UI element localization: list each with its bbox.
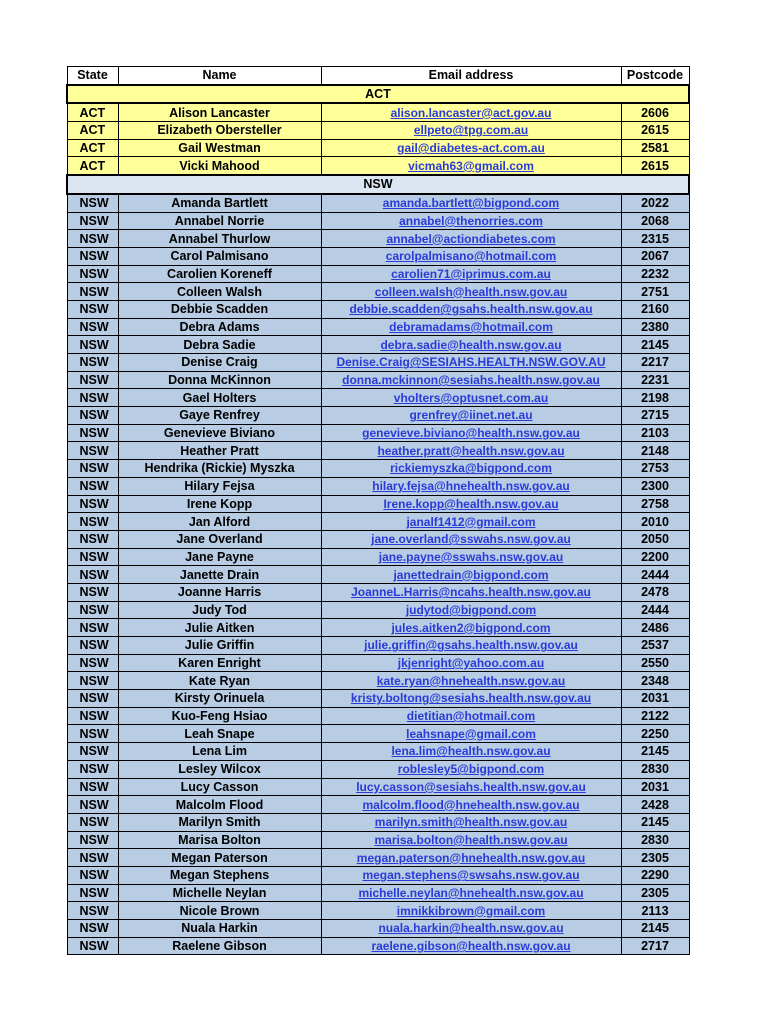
postcode-cell: 2217: [621, 354, 689, 372]
email-link[interactable]: jane.overland@sswahs.nsw.gov.au: [321, 530, 621, 548]
state-cell: NSW: [67, 796, 118, 814]
name-cell: Alison Lancaster: [118, 103, 321, 121]
name-cell: Heather Pratt: [118, 442, 321, 460]
email-link[interactable]: debra.sadie@health.nsw.gov.au: [321, 336, 621, 354]
column-header-email: Email address: [321, 67, 621, 85]
state-cell: NSW: [67, 389, 118, 407]
state-cell: NSW: [67, 318, 118, 336]
postcode-cell: 2751: [621, 283, 689, 301]
email-link[interactable]: janettedrain@bigpond.com: [321, 566, 621, 584]
name-cell: Debbie Scadden: [118, 300, 321, 318]
state-cell: NSW: [67, 230, 118, 248]
table-row: [67, 336, 689, 354]
postcode-cell: 2315: [621, 230, 689, 248]
email-link[interactable]: alison.lancaster@act.gov.au: [321, 103, 621, 121]
table-row: [67, 460, 689, 478]
postcode-cell: 2715: [621, 407, 689, 425]
table-row: [67, 265, 689, 283]
name-cell: Nicole Brown: [118, 902, 321, 920]
email-link[interactable]: judytod@bigpond.com: [321, 601, 621, 619]
name-cell: Amanda Bartlett: [118, 194, 321, 212]
table-row: [67, 424, 689, 442]
postcode-cell: 2122: [621, 707, 689, 725]
table-row: [67, 707, 689, 725]
email-link[interactable]: heather.pratt@health.nsw.gov.au: [321, 442, 621, 460]
table-row: [67, 760, 689, 778]
group-header-nsw: [67, 175, 689, 194]
table-row: [67, 937, 689, 955]
table-row: [67, 902, 689, 920]
postcode-cell: 2444: [621, 566, 689, 584]
postcode-cell: 2478: [621, 583, 689, 601]
email-link[interactable]: julie.griffin@gsahs.health.nsw.gov.au: [321, 637, 621, 655]
name-cell: Hilary Fejsa: [118, 477, 321, 495]
postcode-cell: 2200: [621, 548, 689, 566]
name-cell: Donna McKinnon: [118, 371, 321, 389]
name-cell: Annabel Norrie: [118, 212, 321, 230]
postcode-cell: 2198: [621, 389, 689, 407]
state-cell: ACT: [67, 103, 118, 121]
state-cell: NSW: [67, 902, 118, 920]
postcode-cell: 2067: [621, 247, 689, 265]
email-link[interactable]: megan.stephens@swsahs.nsw.gov.au: [321, 866, 621, 884]
email-link[interactable]: michelle.neylan@hnehealth.nsw.gov.au: [321, 884, 621, 902]
name-cell: Julie Aitken: [118, 619, 321, 637]
state-cell: NSW: [67, 937, 118, 955]
table-row: [67, 601, 689, 619]
name-cell: Annabel Thurlow: [118, 230, 321, 248]
name-cell: Vicki Mahood: [118, 157, 321, 175]
table-row: [67, 247, 689, 265]
table-row: [67, 513, 689, 531]
postcode-cell: 2232: [621, 265, 689, 283]
state-cell: NSW: [67, 460, 118, 478]
state-cell: NSW: [67, 866, 118, 884]
state-cell: NSW: [67, 247, 118, 265]
name-cell: Kate Ryan: [118, 672, 321, 690]
state-cell: NSW: [67, 300, 118, 318]
postcode-cell: 2010: [621, 513, 689, 531]
email-link[interactable]: lena.lim@health.nsw.gov.au: [321, 743, 621, 761]
group-label: ACT: [67, 85, 689, 104]
state-cell: NSW: [67, 778, 118, 796]
table-row: [67, 389, 689, 407]
state-cell: NSW: [67, 725, 118, 743]
email-link[interactable]: kate.ryan@hnehealth.nsw.gov.au: [321, 672, 621, 690]
name-cell: Jane Overland: [118, 530, 321, 548]
email-link[interactable]: gail@diabetes-act.com.au: [321, 139, 621, 157]
postcode-cell: 2486: [621, 619, 689, 637]
state-cell: NSW: [67, 212, 118, 230]
postcode-cell: 2305: [621, 849, 689, 867]
state-cell: NSW: [67, 920, 118, 938]
state-cell: NSW: [67, 442, 118, 460]
postcode-cell: 2444: [621, 601, 689, 619]
email-link[interactable]: carolien71@iprimus.com.au: [321, 265, 621, 283]
name-cell: Elizabeth Obersteller: [118, 122, 321, 140]
postcode-cell: 2031: [621, 690, 689, 708]
state-cell: NSW: [67, 583, 118, 601]
postcode-cell: 2031: [621, 778, 689, 796]
table-row: [67, 884, 689, 902]
table-row: [67, 548, 689, 566]
name-cell: Kirsty Orinuela: [118, 690, 321, 708]
name-cell: Debra Adams: [118, 318, 321, 336]
contact-table: [66, 66, 690, 955]
postcode-cell: 2145: [621, 920, 689, 938]
state-cell: NSW: [67, 566, 118, 584]
email-link[interactable]: grenfrey@iinet.net.au: [321, 407, 621, 425]
state-cell: NSW: [67, 654, 118, 672]
state-cell: NSW: [67, 813, 118, 831]
name-cell: Carol Palmisano: [118, 247, 321, 265]
table-row: [67, 619, 689, 637]
table-row: [67, 725, 689, 743]
email-link[interactable]: rickiemyszka@bigpond.com: [321, 460, 621, 478]
postcode-cell: 2300: [621, 477, 689, 495]
postcode-cell: 2231: [621, 371, 689, 389]
state-cell: NSW: [67, 407, 118, 425]
name-cell: Megan Stephens: [118, 866, 321, 884]
postcode-cell: 2717: [621, 937, 689, 955]
name-cell: Marisa Bolton: [118, 831, 321, 849]
name-cell: Jane Payne: [118, 548, 321, 566]
state-cell: NSW: [67, 194, 118, 212]
state-cell: NSW: [67, 495, 118, 513]
postcode-cell: 2050: [621, 530, 689, 548]
postcode-cell: 2145: [621, 743, 689, 761]
table-row: [67, 354, 689, 372]
email-link[interactable]: vholters@optusnet.com.au: [321, 389, 621, 407]
name-cell: Megan Paterson: [118, 849, 321, 867]
state-cell: NSW: [67, 513, 118, 531]
postcode-cell: 2103: [621, 424, 689, 442]
name-cell: Irene Kopp: [118, 495, 321, 513]
name-cell: Gail Westman: [118, 139, 321, 157]
table-row: [67, 690, 689, 708]
postcode-cell: 2068: [621, 212, 689, 230]
table-row: [67, 194, 689, 212]
email-link[interactable]: lucy.casson@sesiahs.health.nsw.gov.au: [321, 778, 621, 796]
state-cell: NSW: [67, 637, 118, 655]
table-row: [67, 318, 689, 336]
postcode-cell: 2550: [621, 654, 689, 672]
name-cell: Jan Alford: [118, 513, 321, 531]
postcode-cell: 2428: [621, 796, 689, 814]
state-cell: NSW: [67, 601, 118, 619]
state-cell: NSW: [67, 371, 118, 389]
table-row: [67, 103, 689, 121]
table-row: [67, 654, 689, 672]
table-row: [67, 813, 689, 831]
column-header-state: State: [67, 67, 118, 85]
email-link[interactable]: marisa.bolton@health.nsw.gov.au: [321, 831, 621, 849]
table-row: [67, 778, 689, 796]
table-row: [67, 672, 689, 690]
name-cell: Colleen Walsh: [118, 283, 321, 301]
postcode-cell: 2758: [621, 495, 689, 513]
state-cell: NSW: [67, 477, 118, 495]
name-cell: Lesley Wilcox: [118, 760, 321, 778]
state-cell: ACT: [67, 157, 118, 175]
email-link[interactable]: colleen.walsh@health.nsw.gov.au: [321, 283, 621, 301]
header-row: [67, 67, 689, 85]
postcode-cell: 2148: [621, 442, 689, 460]
email-link[interactable]: donna.mckinnon@sesiahs.health.nsw.gov.au: [321, 371, 621, 389]
postcode-cell: 2348: [621, 672, 689, 690]
name-cell: Raelene Gibson: [118, 937, 321, 955]
table-row: [67, 583, 689, 601]
email-link[interactable]: vicmah63@gmail.com: [321, 157, 621, 175]
postcode-cell: 2615: [621, 122, 689, 140]
name-cell: Janette Drain: [118, 566, 321, 584]
state-cell: ACT: [67, 122, 118, 140]
table-row: [67, 157, 689, 175]
name-cell: Hendrika (Rickie) Myszka: [118, 460, 321, 478]
state-cell: NSW: [67, 283, 118, 301]
name-cell: Joanne Harris: [118, 583, 321, 601]
state-cell: NSW: [67, 707, 118, 725]
table-row: [67, 743, 689, 761]
name-cell: Carolien Koreneff: [118, 265, 321, 283]
email-link[interactable]: annabel@actiondiabetes.com: [321, 230, 621, 248]
email-link[interactable]: debbie.scadden@gsahs.health.nsw.gov.au: [321, 300, 621, 318]
email-link[interactable]: janalf1412@gmail.com: [321, 513, 621, 531]
table-row: [67, 300, 689, 318]
name-cell: Genevieve Biviano: [118, 424, 321, 442]
state-cell: NSW: [67, 265, 118, 283]
postcode-cell: 2380: [621, 318, 689, 336]
email-link[interactable]: dietitian@hotmail.com: [321, 707, 621, 725]
email-link[interactable]: nuala.harkin@health.nsw.gov.au: [321, 920, 621, 938]
table-row: [67, 139, 689, 157]
postcode-cell: 2145: [621, 336, 689, 354]
postcode-cell: 2145: [621, 813, 689, 831]
email-link[interactable]: hilary.fejsa@hnehealth.nsw.gov.au: [321, 477, 621, 495]
table-body: [67, 85, 689, 955]
table-row: [67, 566, 689, 584]
table-row: [67, 495, 689, 513]
state-cell: NSW: [67, 884, 118, 902]
column-header-name: Name: [118, 67, 321, 85]
state-cell: NSW: [67, 849, 118, 867]
name-cell: Michelle Neylan: [118, 884, 321, 902]
email-link[interactable]: kristy.boltong@sesiahs.health.nsw.gov.au: [321, 690, 621, 708]
name-cell: Gaye Renfrey: [118, 407, 321, 425]
table-row: [67, 530, 689, 548]
name-cell: Nuala Harkin: [118, 920, 321, 938]
state-cell: NSW: [67, 831, 118, 849]
state-cell: NSW: [67, 548, 118, 566]
postcode-cell: 2581: [621, 139, 689, 157]
email-link[interactable]: malcolm.flood@hnehealth.nsw.gov.au: [321, 796, 621, 814]
table-row: [67, 442, 689, 460]
name-cell: Julie Griffin: [118, 637, 321, 655]
state-cell: NSW: [67, 760, 118, 778]
email-link[interactable]: annabel@thenorries.com: [321, 212, 621, 230]
name-cell: Marilyn Smith: [118, 813, 321, 831]
table-row: [67, 866, 689, 884]
group-label: NSW: [67, 175, 689, 194]
email-link[interactable]: ellpeto@tpg.com.au: [321, 122, 621, 140]
state-cell: NSW: [67, 530, 118, 548]
table-row: [67, 796, 689, 814]
table-row: [67, 920, 689, 938]
postcode-cell: 2537: [621, 637, 689, 655]
email-link[interactable]: jane.payne@sswahs.nsw.gov.au: [321, 548, 621, 566]
postcode-cell: 2615: [621, 157, 689, 175]
postcode-cell: 2606: [621, 103, 689, 121]
email-link[interactable]: jkjenright@yahoo.com.au: [321, 654, 621, 672]
email-link[interactable]: megan.paterson@hnehealth.nsw.gov.au: [321, 849, 621, 867]
state-cell: NSW: [67, 619, 118, 637]
email-link[interactable]: JoanneL.Harris@ncahs.health.nsw.gov.au: [321, 583, 621, 601]
name-cell: Denise Craig: [118, 354, 321, 372]
state-cell: NSW: [67, 672, 118, 690]
name-cell: Kuo-Feng Hsiao: [118, 707, 321, 725]
state-cell: NSW: [67, 743, 118, 761]
table-row: [67, 212, 689, 230]
state-cell: NSW: [67, 354, 118, 372]
email-link[interactable]: raelene.gibson@health.nsw.gov.au: [321, 937, 621, 955]
table-row: [67, 849, 689, 867]
postcode-cell: 2830: [621, 760, 689, 778]
table-row: [67, 283, 689, 301]
table-row: [67, 230, 689, 248]
email-link[interactable]: debramadams@hotmail.com: [321, 318, 621, 336]
state-cell: NSW: [67, 424, 118, 442]
email-link[interactable]: jules.aitken2@bigpond.com: [321, 619, 621, 637]
name-cell: Judy Tod: [118, 601, 321, 619]
name-cell: Malcolm Flood: [118, 796, 321, 814]
column-header-postcode: Postcode: [621, 67, 689, 85]
table-row: [67, 831, 689, 849]
table-row: [67, 407, 689, 425]
table-row: [67, 637, 689, 655]
email-link[interactable]: Denise.Craig@SESIAHS.HEALTH.NSW.GOV.AU: [321, 354, 621, 372]
email-link[interactable]: Irene.kopp@health.nsw.gov.au: [321, 495, 621, 513]
name-cell: Lucy Casson: [118, 778, 321, 796]
email-link[interactable]: imnikkibrown@gmail.com: [321, 902, 621, 920]
group-header-act: [67, 85, 689, 104]
email-link[interactable]: amanda.bartlett@bigpond.com: [321, 194, 621, 212]
email-link[interactable]: leahsnape@gmail.com: [321, 725, 621, 743]
state-cell: ACT: [67, 139, 118, 157]
table-row: [67, 371, 689, 389]
name-cell: Karen Enright: [118, 654, 321, 672]
postcode-cell: 2830: [621, 831, 689, 849]
table-row: [67, 477, 689, 495]
postcode-cell: 2250: [621, 725, 689, 743]
postcode-cell: 2022: [621, 194, 689, 212]
state-cell: NSW: [67, 690, 118, 708]
email-link[interactable]: roblesley5@bigpond.com: [321, 760, 621, 778]
postcode-cell: 2160: [621, 300, 689, 318]
postcode-cell: 2290: [621, 866, 689, 884]
name-cell: Lena Lim: [118, 743, 321, 761]
postcode-cell: 2305: [621, 884, 689, 902]
email-link[interactable]: marilyn.smith@health.nsw.gov.au: [321, 813, 621, 831]
email-link[interactable]: carolpalmisano@hotmail.com: [321, 247, 621, 265]
postcode-cell: 2113: [621, 902, 689, 920]
name-cell: Leah Snape: [118, 725, 321, 743]
name-cell: Debra Sadie: [118, 336, 321, 354]
email-link[interactable]: genevieve.biviano@health.nsw.gov.au: [321, 424, 621, 442]
name-cell: Gael Holters: [118, 389, 321, 407]
state-cell: NSW: [67, 336, 118, 354]
table-row: [67, 122, 689, 140]
postcode-cell: 2753: [621, 460, 689, 478]
